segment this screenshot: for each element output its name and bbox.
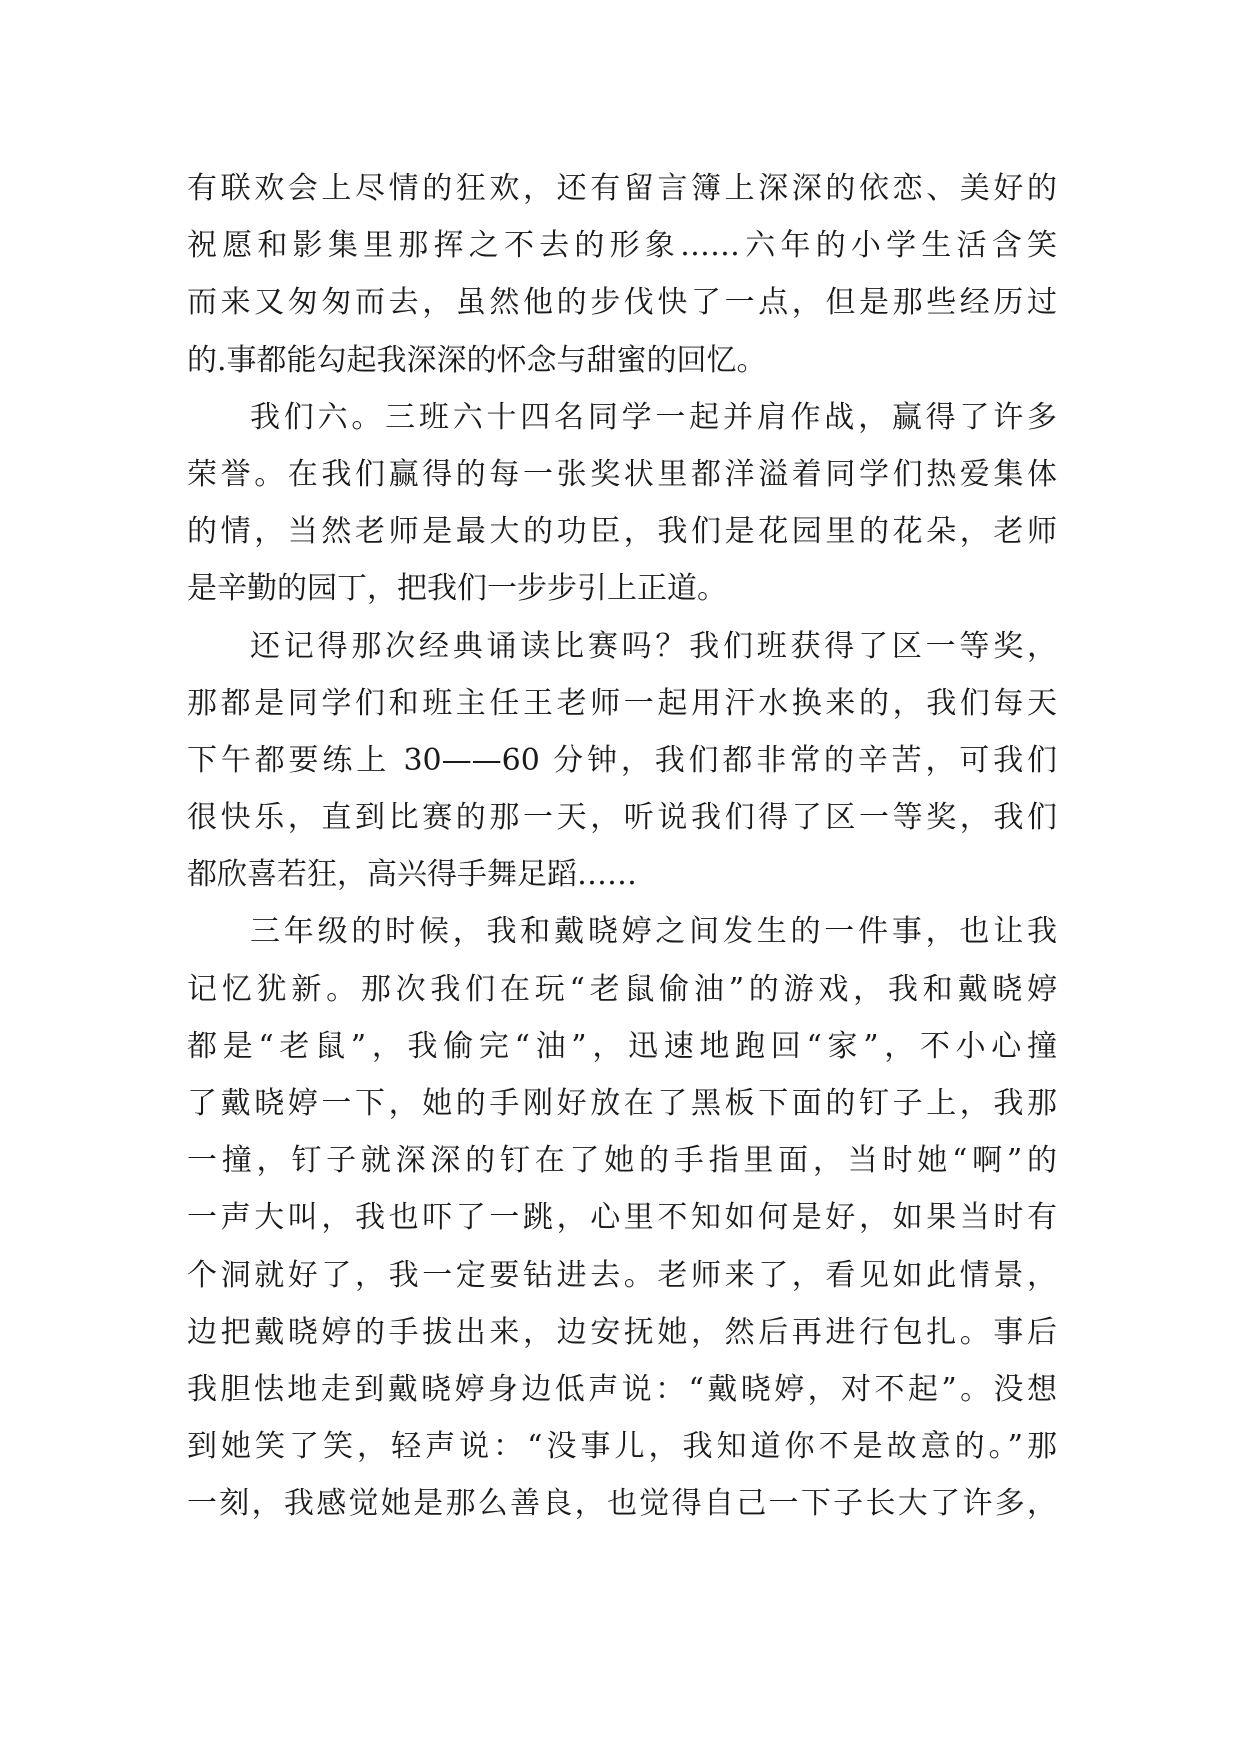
text-line: 下午都要练上 30——60 分钟，我们都非常的辛苦，可我们 (187, 742, 1057, 778)
text-line: 一声大叫，我也吓了一跳，心里不知如何是好，如果当时有 (187, 1200, 1057, 1236)
text-line: 是辛勤的园丁，把我们一步步引上正道。 (187, 571, 727, 607)
text-line: 祝愿和影集里那挥之不去的形象……六年的小学生活含笑 (187, 228, 1057, 264)
body-text (187, 160, 1057, 1533)
text-line: 很快乐，直到比赛的那一天，听说我们得了区一等奖，我们 (187, 800, 1057, 836)
text-line: 的情，当然老师是最大的功臣，我们是花园里的花朵，老师 (187, 514, 1057, 550)
text-line: 了戴晓婷一下，她的手刚好放在了黑板下面的钉子上，我那 (187, 1086, 1057, 1121)
text-line: 到她笑了笑，轻声说：“没事儿，我知道你不是故意的。”那 (187, 1429, 1057, 1465)
text-line: 而来又匆匆而去，虽然他的步伐快了一点，但是那些经历过 (187, 285, 1057, 321)
text-line: 都是“老鼠”，我偷完“油”，迅速地跑回“家”，不小心撞 (187, 1028, 1057, 1064)
text-line: 还记得那次经典诵读比赛吗？我们班获得了区一等奖， (250, 628, 1057, 664)
text-line: 个洞就好了，我一定要钻进去。老师来了，看见如此情景， (187, 1257, 1057, 1293)
text-line: 边把戴晓婷的手拔出来，边安抚她，然后再进行包扎。事后 (187, 1314, 1057, 1350)
text-line: 有联欢会上尽情的狂欢，还有留言簿上深深的依恋、美好的 (187, 171, 1057, 206)
text-line: 都欣喜若狂，高兴得手舞足蹈…… (187, 857, 637, 893)
text-line: 的.事都能勾起我深深的怀念与甜蜜的回忆。 (187, 342, 767, 378)
text-line: 我们六。三班六十四名同学一起并肩作战，赢得了许多 (250, 399, 1057, 435)
text-line: 我胆怯地走到戴晓婷身边低声说：“戴晓婷，对不起”。没想 (187, 1371, 1057, 1407)
text-line: 一刻，我感觉她是那么善良，也觉得自己一下子长大了许多， (187, 1486, 1057, 1522)
text-line: 记忆犹新。那次我们在玩“老鼠偷油”的游戏，我和戴晓婷 (187, 971, 1057, 1007)
text-line: 那都是同学们和班主任王老师一起用汗水换来的，我们每天 (187, 685, 1057, 721)
text-line: 荣誉。在我们赢得的每一张奖状里都洋溢着同学们热爱集体 (187, 456, 1057, 492)
text-line: 三年级的时候，我和戴晓婷之间发生的一件事，也让我 (250, 914, 1057, 950)
text-line: 一撞，钉子就深深的钉在了她的手指里面，当时她“啊”的 (187, 1143, 1057, 1179)
